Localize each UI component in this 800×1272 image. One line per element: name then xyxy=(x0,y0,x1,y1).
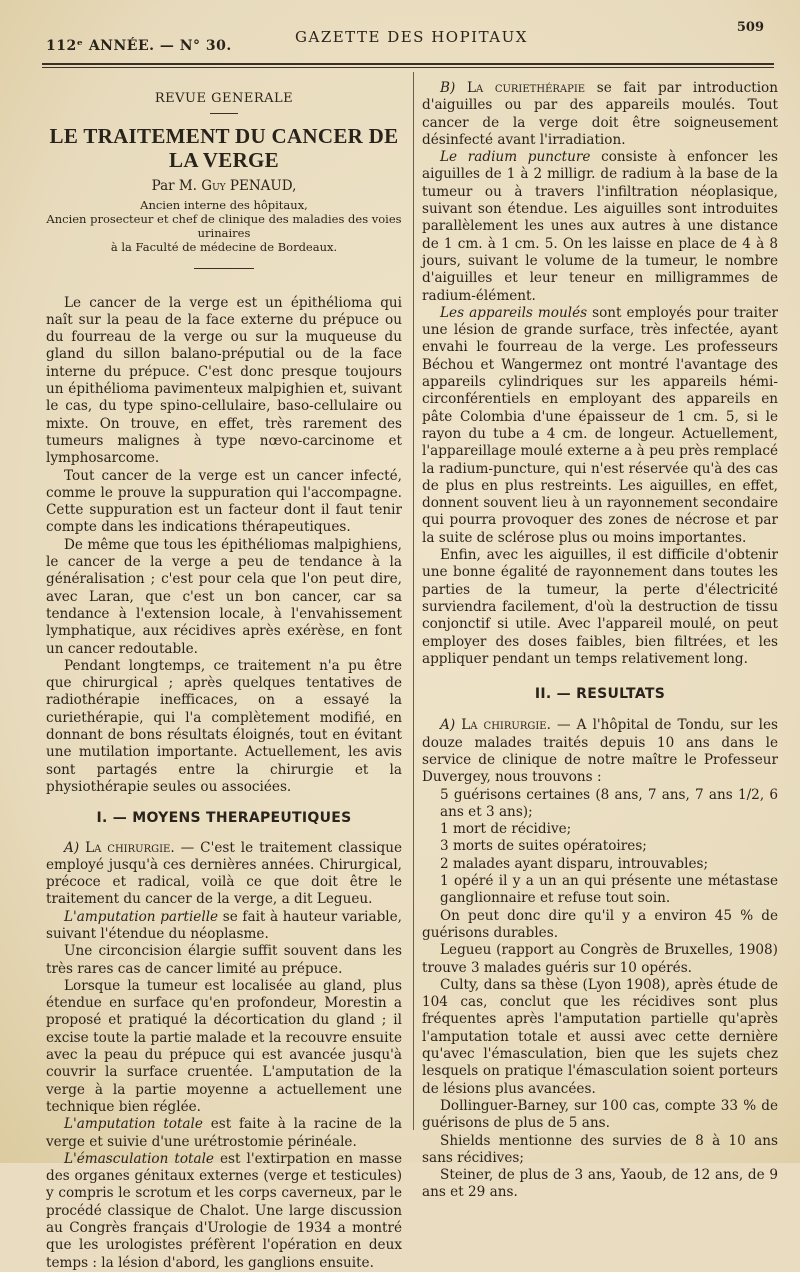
paragraph-text: consiste à enfoncer les aiguilles de 1 à 2 milligr. de radium à la base de la tumeur ou à travers l'infiltration néoplasique, suivant son étendue. Les aiguilles sont introduites parallèlement les unes aux autres à une distance de 1 cm. à 1 cm. 5. On les laisse en place de 4 à 8 jours, suivant le volume de la tumeur, le nombre d'aiguilles et leur teneur en milligrammes de radium-élément. xyxy=(422,149,778,304)
paragraph: Culty, dans sa thèse (Lyon 1908), après étude de 104 cas, conclut que les récidives sont plus fréquentes après l'amputation partielle qu'après l'amputation totale et aussi avec cette dernière qu'avec l'émasculation, bien que les sujets chez lesquels on pratique l'émasculation soient porteurs de lésions plus avancées. xyxy=(422,976,778,1097)
column-divider xyxy=(413,72,414,1130)
paragraph-text: est l'extirpation en masse des organes génitaux externes (verge et testicules) y compris le scrotum et les corps caverneux, par le procédé classique de Chalot. Une large discussion au Congrès français d'Urologie de 1934 a montré que les urologistes préfèrent l'opération en deux temps : la lésion d'abord, les ganglions ensuite. xyxy=(46,1150,402,1271)
header-rule xyxy=(42,63,774,65)
paragraph: Steiner, de plus de 3 ans, Yaoub, de 12 ans, de 9 ans et 29 ans. xyxy=(422,1167,778,1201)
paragraph-text: — C'est le traitement classique employé jusqu'à ces dernières années. Chirurgical, précoce et radical, voilà ce que doit être le traitement du cancer de la verge, a dit Legueu. xyxy=(46,839,402,908)
term: Les appareils moulés xyxy=(440,304,588,321)
paragraph-text: se fait à hauteur variable, suivant l'étendue du néoplasme. xyxy=(46,908,402,942)
section-heading: I. — MOYENS THERAPEUTIQUES xyxy=(96,810,352,827)
right-column xyxy=(422,80,778,1202)
paragraph-text: est faite à la racine de la verge et suivie d'une urétrostomie périnéale. xyxy=(46,1116,402,1150)
list-item: 1 mort de récidive; xyxy=(440,821,572,838)
term: L'amputation partielle xyxy=(64,908,219,925)
journal-name: GAZETTE DES HOPITAUX xyxy=(295,28,528,46)
byline xyxy=(46,178,402,195)
paragraph xyxy=(422,717,778,786)
article-title: LE TRAITEMENT DU CANCER DE LA VERGE xyxy=(49,124,399,173)
subheading: La curiethérapie xyxy=(466,80,586,96)
subheading: La chirurgie. xyxy=(461,717,551,734)
affiliation-2: Ancien prosecteur et chef de clinique des maladies des voies urinaires xyxy=(46,211,402,240)
paragraph: Dollinguer-Barney, sur 100 cas, compte 33 % de guérisons de plus de 5 ans. xyxy=(422,1097,778,1132)
paragraph xyxy=(46,909,402,944)
paragraph: Shields mentionne des survies de 8 à 10 ans sans récidives; xyxy=(422,1132,778,1166)
paragraph: On peut donc dire qu'il y a environ 45 % de guérisons durables. xyxy=(422,907,778,941)
paragraph: Une circoncision élargie suffit souvent dans les très rares cas de cancer limité au prépuce. xyxy=(46,943,402,977)
label: B) xyxy=(440,80,456,96)
header-rule-thin xyxy=(42,67,774,68)
byline-prefix: Par M. xyxy=(151,178,197,195)
page-header xyxy=(40,18,768,66)
list-item: 1 opéré il y a un an qui présente une métastase ganglionnaire et refuse tout soin. xyxy=(440,873,778,907)
paragraph-text: sont employés pour traiter une lésion de grande surface, très infectée, ayant envahi le fourreau de la verge. Les professeurs Béchou et Wangermez ont montré l'avantage des appareils cylindriques sur les appareils hémi-circonférentiels en employant des appareils en pâte Colombia d'une épaisseur de 1 cm. 5, si le rayon du tube a 4 cm. de longeur. Actuellement, l'appareillage moulé externe a à peu près remplacé la radium-puncture, qui n'est réservée qu'à des cas de plus en plus restreints. Les aiguilles, en effet, donnent souvent lieu à un rayonnement secondaire qui pourra provoquer des zones de nécrose et par la suite de sclérose plus ou moins importantes. xyxy=(422,304,779,546)
affiliation-1: Ancien interne des hôpitaux, xyxy=(140,197,308,212)
left-column xyxy=(46,80,402,1272)
paragraph: Tout cancer de la verge est un cancer infecté, comme le prouve la suppuration qui l'accompagne. Cette suppuration est un facteur dont il faut tenir compte dans les indications thérapeutiques. xyxy=(46,467,402,536)
paragraph xyxy=(422,149,778,305)
paragraph xyxy=(46,1116,402,1151)
term: L'amputation totale xyxy=(64,1116,203,1133)
rubric: REVUE GENERALE xyxy=(154,91,294,106)
list-item: 2 malades ayant disparu, introuvables; xyxy=(440,855,709,872)
paragraph: Legueu (rapport au Congrès de Bruxelles, 1908) trouve 3 malades guéris sur 10 opérés. xyxy=(422,942,778,976)
paragraph xyxy=(422,80,778,149)
paragraph xyxy=(46,840,402,909)
label: A) xyxy=(64,839,80,856)
paragraph-text: se fait par introduction d'aiguilles ou par des appareils moulés. Tout cancer de la verge doit être soigneusement désinfecté avant l'irradiation. xyxy=(422,80,778,148)
paragraph: Le cancer de la verge est un épithélioma qui naît sur la peau de la face externe du prépuce ou du fourreau de la verge ou sur la muqueuse du gland du sillon balano-préputial ou de la face interne du prépuce. C'est donc presque toujours un épithélioma pavimenteux malpighien et, suivant le cas, du type spino-cellulaire, baso-cellulaire ou mixte. On trouve, en effet, très rarement des tumeurs malignes à type nœvo-carcinome et lymphosarcome. xyxy=(46,294,402,467)
paragraph xyxy=(46,1151,402,1272)
paragraph: De même que tous les épithéliomas malpighiens, le cancer de la verge a peu de tendance à la généralisation ; c'est pour cela que l'on peut dire, avec Laran, que c'est un bon cancer, car sa tendance à l'extension locale, à l'envahissement lymphatique, aux récidives après exérèse, en font un cancer redoutable. xyxy=(46,536,402,657)
paragraph: Lorsque la tumeur est localisée au gland, plus étendue en surface qu'en profondeur, Morestin a proposé et pratiqué la décortication du gland ; il excise toute la partie malade et la recouvre ensuite avec la peau du prépuce qui est avancée jusqu'à couvrir la surface cruentée. L'amputation de la verge à la partie moyenne a actuellement une technique bien réglée. xyxy=(46,977,402,1115)
divider xyxy=(194,268,254,269)
author-name: Guy PENAUD, xyxy=(201,178,297,195)
term: Le radium puncture xyxy=(440,149,591,166)
list-item: 5 guérisons certaines (8 ans, 7 ans, 7 ans 1/2, 6 ans et 3 ans); xyxy=(440,786,778,820)
paragraph-text: — A l'hôpital de Tondu, sur les douze malades traités depuis 10 ans dans le service de clinique de notre maître le Professeur Duvergey, nous trouvons : xyxy=(422,717,778,786)
list-item: 3 morts de suites opératoires; xyxy=(440,838,647,855)
section-heading: II. — RESULTATS xyxy=(534,686,666,703)
affiliation-3: à la Faculté de médecine de Bordeaux. xyxy=(110,239,338,254)
page-number: 509 xyxy=(736,20,764,35)
term: L'émasculation totale xyxy=(64,1150,214,1167)
issue-number: 112ᵉ ANNÉE. — N° 30. xyxy=(46,38,232,54)
paragraph: Enfin, avec les aiguilles, il est difficile d'obtenir une bonne égalité de rayonnement dans toutes les parties de la tumeur, la perte d'électricité surviendra facilement, d'où la destruction de tissu conjonctif si utile. Avec l'appareil moulé, on peut employer des doses faibles, bien filtrées, et les appliquer pendant un temps relativement long. xyxy=(422,547,778,667)
paragraph: Pendant longtemps, ce traitement n'a pu être que chirurgical ; après quelques tentatives de radiothérapie inefficaces, on a essayé la curiethérapie, qui l'a complètement modifié, en donnant de bons résultats éloignés, tout en évitant une mutilation importante. Actuellement, les avis sont partagés entre la chirurgie et la physiothérapie seules ou associées. xyxy=(46,657,402,795)
label: A) xyxy=(440,717,456,734)
subheading: La chirurgie. xyxy=(85,839,175,856)
paragraph xyxy=(422,305,778,547)
divider xyxy=(210,113,238,114)
